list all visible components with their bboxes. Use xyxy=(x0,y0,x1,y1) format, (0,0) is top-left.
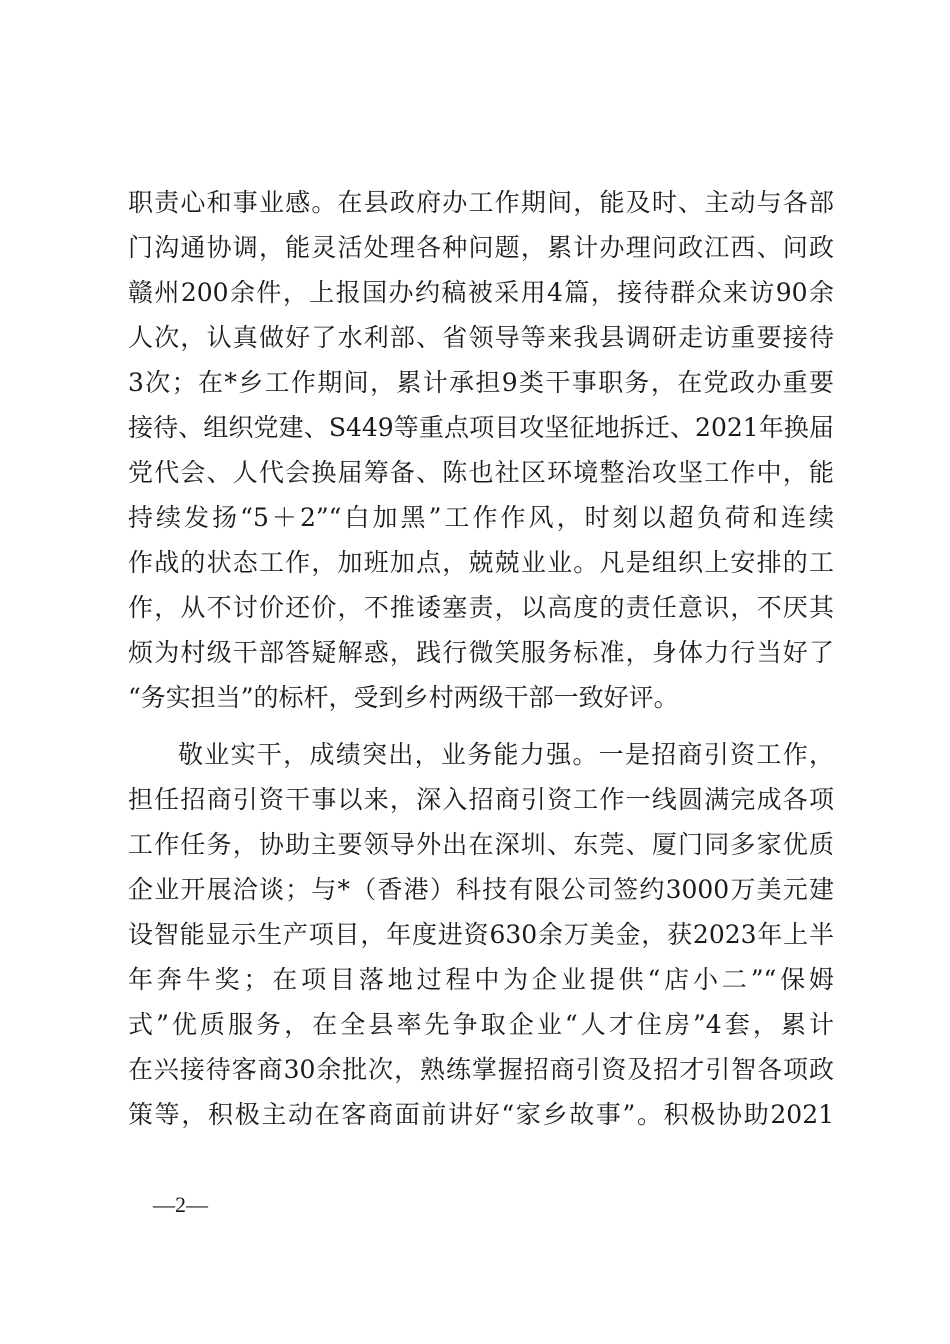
text-line: 门沟通协调，能灵活处理各种问题，累计办理问政江西、问政 xyxy=(128,233,834,262)
text-line: 赣州200余件，上报国办约稿被采用4篇，接待群众来访90余 xyxy=(128,278,834,307)
paragraph-gap xyxy=(128,720,834,732)
text-line: 策等，积极主动在客商面前讲好“家乡故事”。积极协助2021 xyxy=(128,1100,834,1129)
page-number: —2— xyxy=(153,1192,208,1217)
text-line: 接待、组织党建、S449等重点项目攻坚征地拆迁、2021年换届 xyxy=(128,413,834,442)
text-line: 在兴接待客商30余批次，熟练掌握招商引资及招才引智各项政 xyxy=(128,1055,834,1084)
text-line: 人次，认真做好了水利部、省领导等来我县调研走访重要接待 xyxy=(128,323,834,352)
text-line: 烦为村级干部答疑解惑，践行微笑服务标准，身体力行当好了 xyxy=(128,638,834,667)
text-line: 工作任务，协助主要领导外出在深圳、东莞、厦门同多家优质 xyxy=(128,830,834,859)
text-line: 设智能显示生产项目，年度进资630余万美金，获2023年上半 xyxy=(128,920,834,949)
paragraph-2 xyxy=(128,732,834,1137)
text-line: 年奔牛奖；在项目落地过程中为企业提供“店小二”“保姆 xyxy=(128,965,834,994)
paragraph-1 xyxy=(128,180,834,720)
text-line: 职责心和事业感。在县政府办工作期间，能及时、主动与各部 xyxy=(128,188,834,217)
text-line: 作战的状态工作，加班加点，兢兢业业。凡是组织上安排的工 xyxy=(128,548,834,577)
text-line: “务实担当”的标杆，受到乡村两级干部一致好评。 xyxy=(128,683,679,712)
text-line: 3次；在*乡工作期间，累计承担9类干事职务，在党政办重要 xyxy=(128,368,834,397)
text-line: 式”优质服务，在全县率先争取企业“人才住房”4套，累计 xyxy=(128,1010,834,1039)
text-line: 持续发扬“5＋2”“白加黑”工作作风，时刻以超负荷和连续 xyxy=(128,503,834,532)
text-line: 担任招商引资干事以来，深入招商引资工作一线圆满完成各项 xyxy=(128,785,834,814)
text-line: 企业开展洽谈；与*（香港）科技有限公司签约3000万美元建 xyxy=(128,875,834,904)
document-body xyxy=(128,180,834,1137)
text-line: 党代会、人代会换届筹备、陈也社区环境整治攻坚工作中，能 xyxy=(128,458,834,487)
text-line: 作，从不讨价还价，不推诿塞责，以高度的责任意识，不厌其 xyxy=(128,593,834,622)
text-line: 敬业实干，成绩突出，业务能力强。一是招商引资工作， xyxy=(178,740,834,769)
